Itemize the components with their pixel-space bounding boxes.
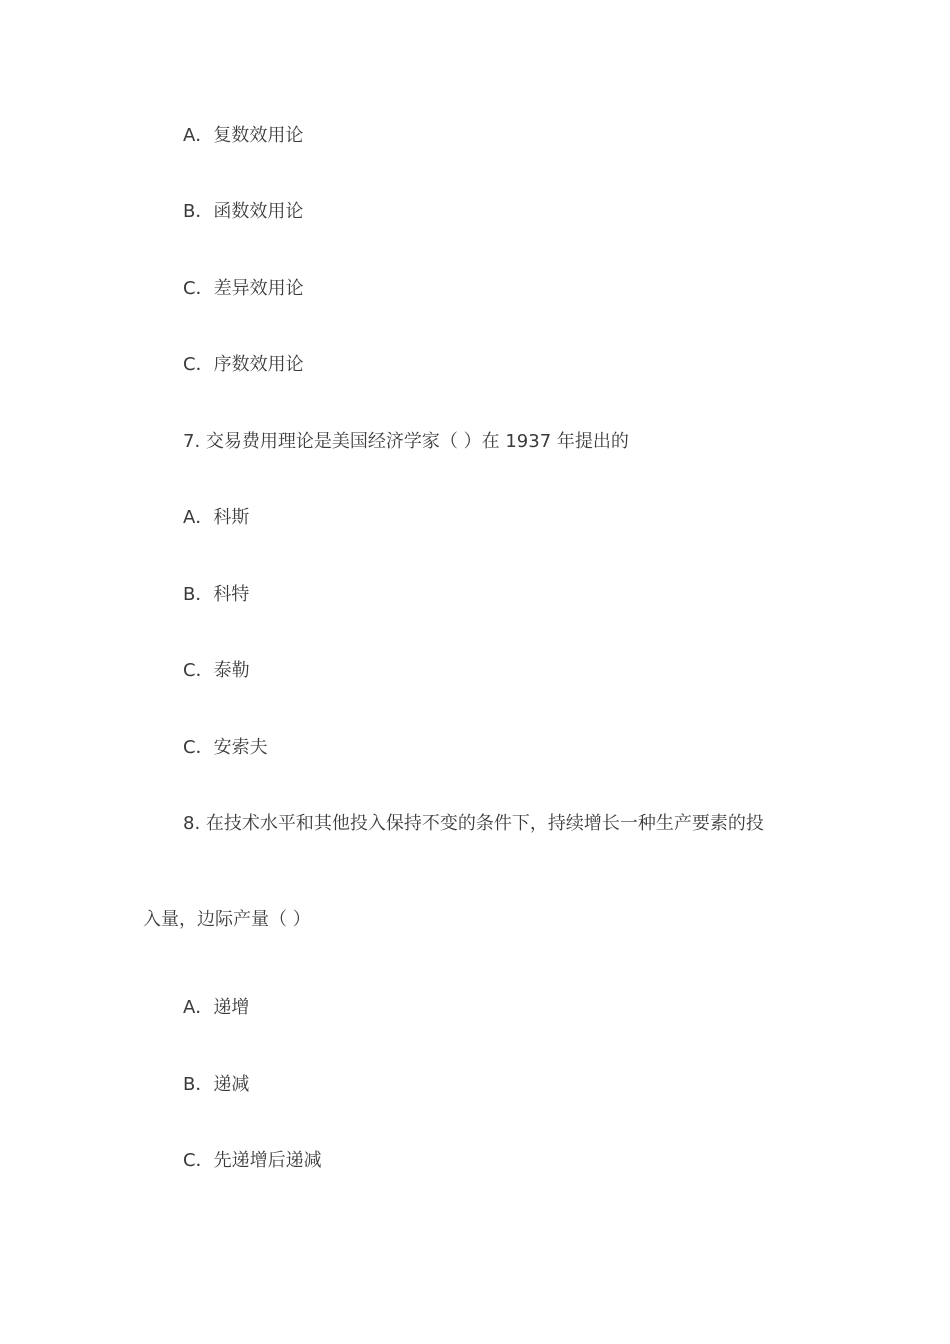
option-q6-b: B．函数效用论 [183, 201, 304, 222]
option-q6-c: C．差异效用论 [183, 278, 304, 299]
question-7: 7. 交易费用理论是美国经济学家（ ）在 1937 年提出的 [183, 431, 629, 452]
option-q8-c: C．先递增后递减 [183, 1150, 322, 1171]
option-q7-b: B．科特 [183, 584, 250, 605]
option-q8-b: B．递减 [183, 1074, 250, 1095]
option-q7-c2: C．安索夫 [183, 737, 268, 758]
option-q7-c: C．泰勒 [183, 660, 250, 681]
option-q7-a: A．科斯 [183, 507, 250, 528]
option-q6-a: A．复数效用论 [183, 125, 304, 146]
question-8-line-2: 入量，边际产量（ ） [143, 909, 311, 930]
option-q6-c2: C．序数效用论 [183, 354, 304, 375]
question-8-line-1: 8. 在技术水平和其他投入保持不变的条件下，持续增长一种生产要素的投 [183, 813, 764, 834]
option-q8-a: A．递增 [183, 997, 250, 1018]
